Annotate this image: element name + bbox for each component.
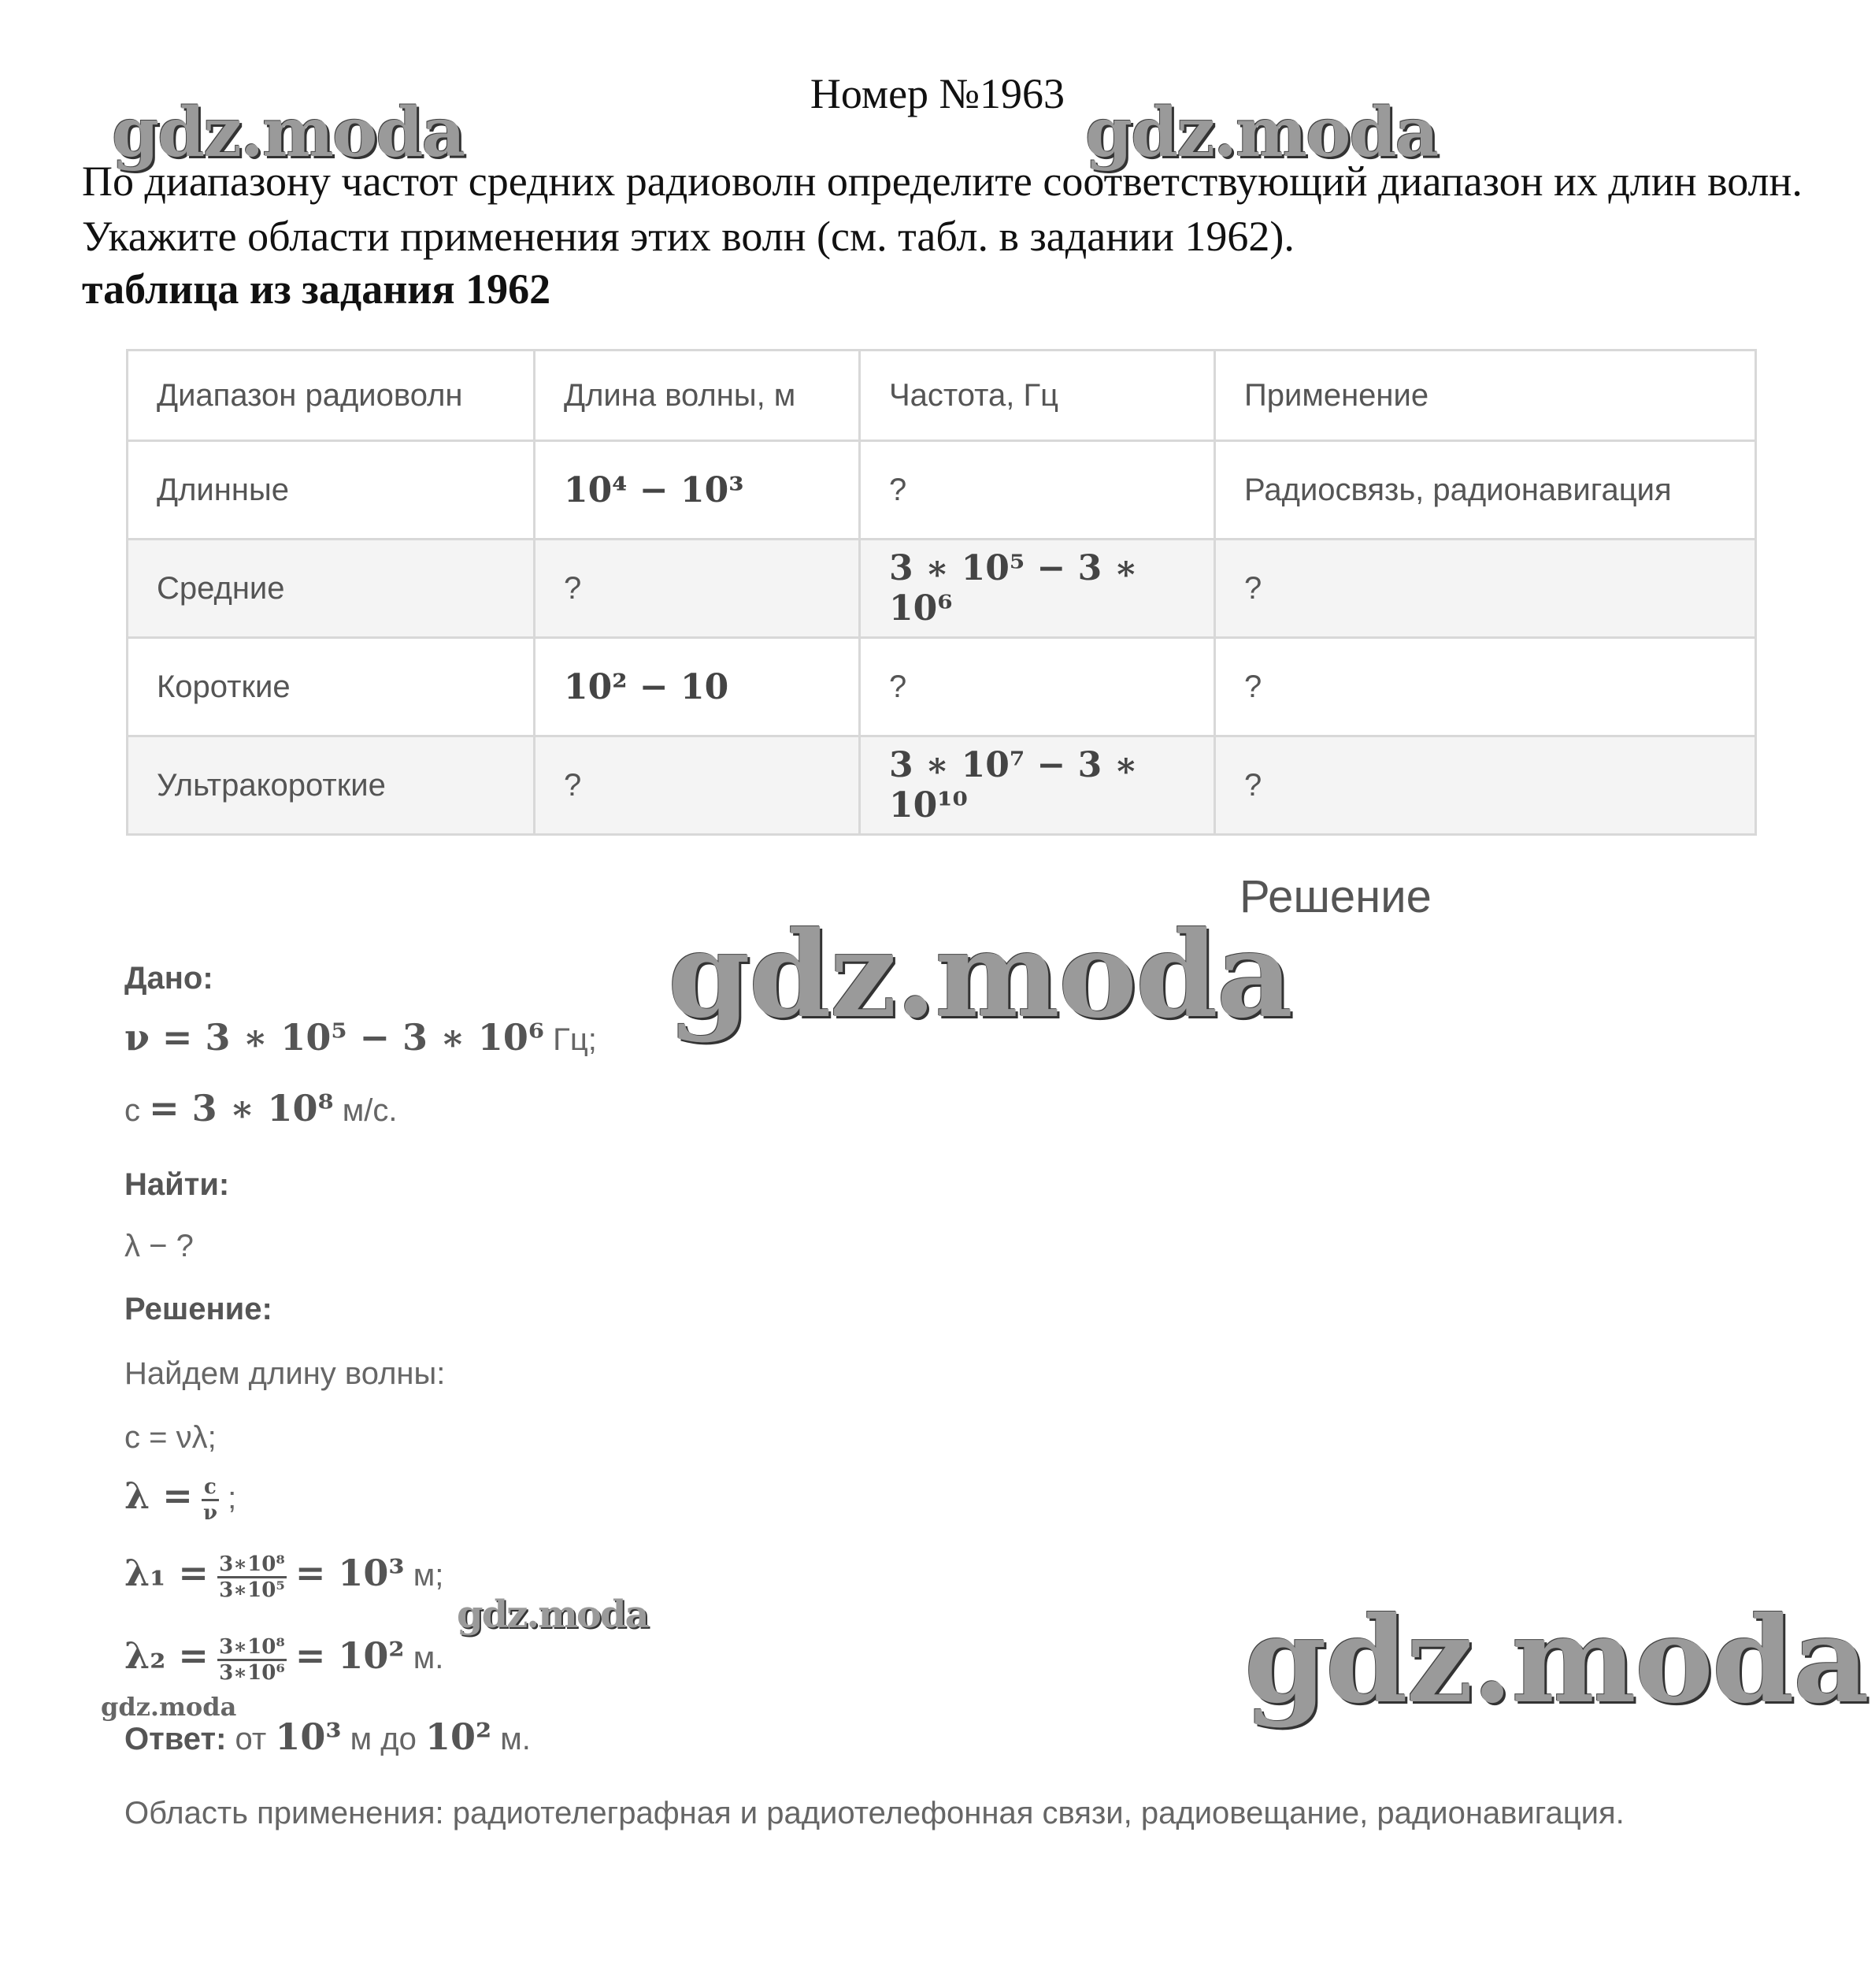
fraction-numerator: 3∗10⁸: [217, 1552, 287, 1578]
given-nu-line: [124, 1016, 597, 1059]
watermark: gdz.moda: [101, 1692, 237, 1722]
answer-label: Ответ:: [124, 1722, 227, 1756]
table-header-cell: Диапазон радиоволн: [128, 350, 535, 441]
fraction: [202, 1475, 219, 1525]
lambda2-unit: м.: [413, 1641, 444, 1675]
table-cell: 10² − 10: [535, 638, 860, 736]
solution-label: Решение:: [124, 1292, 272, 1326]
answer-end: м.: [500, 1722, 531, 1756]
lambda1-rhs: = 10³: [295, 1552, 405, 1594]
table-cell: ?: [860, 441, 1215, 540]
given-c-formula: = 3 ∗ 10⁸: [149, 1087, 334, 1129]
lambda1-unit: м;: [413, 1558, 444, 1593]
given-c-symbol: c: [124, 1093, 140, 1128]
fraction: [217, 1635, 287, 1685]
formula-lambda: [124, 1474, 236, 1525]
fraction-denominator: 3∗10⁵: [219, 1578, 285, 1602]
given-nu-unit: Гц;: [553, 1022, 597, 1057]
table-row: [128, 638, 1756, 736]
formula-lambda-end: ;: [228, 1481, 237, 1515]
formula-lambda1: [124, 1552, 443, 1602]
find-label: Найти:: [124, 1167, 230, 1202]
table-cell: 3 ∗ 10⁵ − 3 ∗ 10⁶: [860, 540, 1215, 638]
find-value: λ − ?: [124, 1229, 194, 1263]
watermark: gdz.moda: [112, 93, 465, 172]
table-cell: ?: [1215, 736, 1756, 835]
answer-value-1: 10³: [275, 1715, 342, 1758]
table-header-row: [128, 350, 1756, 441]
lambda1-lhs: λ₁ =: [124, 1552, 209, 1594]
table-cell: Короткие: [128, 638, 535, 736]
watermark: gdz.moda: [1244, 1591, 1869, 1730]
table-cell: 3 ∗ 10⁷ − 3 ∗ 10¹⁰: [860, 736, 1215, 835]
table-header-cell: Применение: [1215, 350, 1756, 441]
watermark: gdz.moda: [668, 906, 1292, 1044]
fraction-numerator: c: [202, 1475, 219, 1501]
step-text: Найдем длину волны:: [124, 1356, 446, 1391]
fraction-denominator: ν: [202, 1500, 217, 1525]
table-cell: Средние: [128, 540, 535, 638]
table-cell: Ультракороткие: [128, 736, 535, 835]
table-cell: ?: [1215, 540, 1756, 638]
fraction-denominator: 3∗10⁶: [219, 1660, 285, 1685]
given-nu-formula: ν = 3 ∗ 10⁵ − 3 ∗ 10⁶: [124, 1016, 545, 1059]
radio-waves-table: [126, 349, 1757, 836]
formula-lambda2: [124, 1634, 443, 1685]
table-row: [128, 736, 1756, 835]
given-c-unit: м/с.: [342, 1093, 398, 1128]
answer-mid: м до: [350, 1722, 417, 1756]
watermark: gdz.moda: [1085, 93, 1438, 172]
answer-line: [124, 1715, 531, 1758]
table-header-cell: Частота, Гц: [860, 350, 1215, 441]
table-cell: Длинные: [128, 441, 535, 540]
watermark: gdz.moda: [457, 1593, 648, 1637]
formula-lambda-lhs: λ =: [124, 1474, 193, 1517]
fraction: [217, 1552, 287, 1602]
table-cell: ?: [535, 736, 860, 835]
table-header-cell: Длина волны, м: [535, 350, 860, 441]
table-cell: ?: [535, 540, 860, 638]
table-cell: ?: [1215, 638, 1756, 736]
answer-value-2: 10²: [424, 1715, 492, 1758]
table-cell: ?: [860, 638, 1215, 736]
page-title: Номер №1963: [810, 70, 1065, 117]
table-cell: 10⁴ − 10³: [535, 441, 860, 540]
lambda2-rhs: = 10²: [295, 1634, 405, 1677]
lambda2-lhs: λ₂ =: [124, 1634, 209, 1677]
table-cell: Радиосвязь, радионавигация: [1215, 441, 1756, 540]
given-c-line: [124, 1087, 398, 1129]
answer-from: от: [235, 1722, 267, 1756]
table-row: [128, 441, 1756, 540]
table-caption: таблица из задания 1962: [82, 265, 551, 313]
given-label: Дано:: [124, 961, 213, 996]
fraction-numerator: 3∗10⁸: [217, 1635, 287, 1661]
formula-c-nu-lambda: c = νλ;: [124, 1420, 217, 1455]
application-text: Область применения: радиотелеграфная и радиотелефонная связи, радиовещание, радионавигация.: [124, 1796, 1625, 1830]
table-row: [128, 540, 1756, 638]
solution-heading: Решение: [1240, 871, 1432, 922]
problem-text: По диапазону частот средних радиоволн определите соответствующий диапазон их длин волн. Укажите области применения этих волн (см. табл. в задании 1962).: [82, 158, 1803, 260]
